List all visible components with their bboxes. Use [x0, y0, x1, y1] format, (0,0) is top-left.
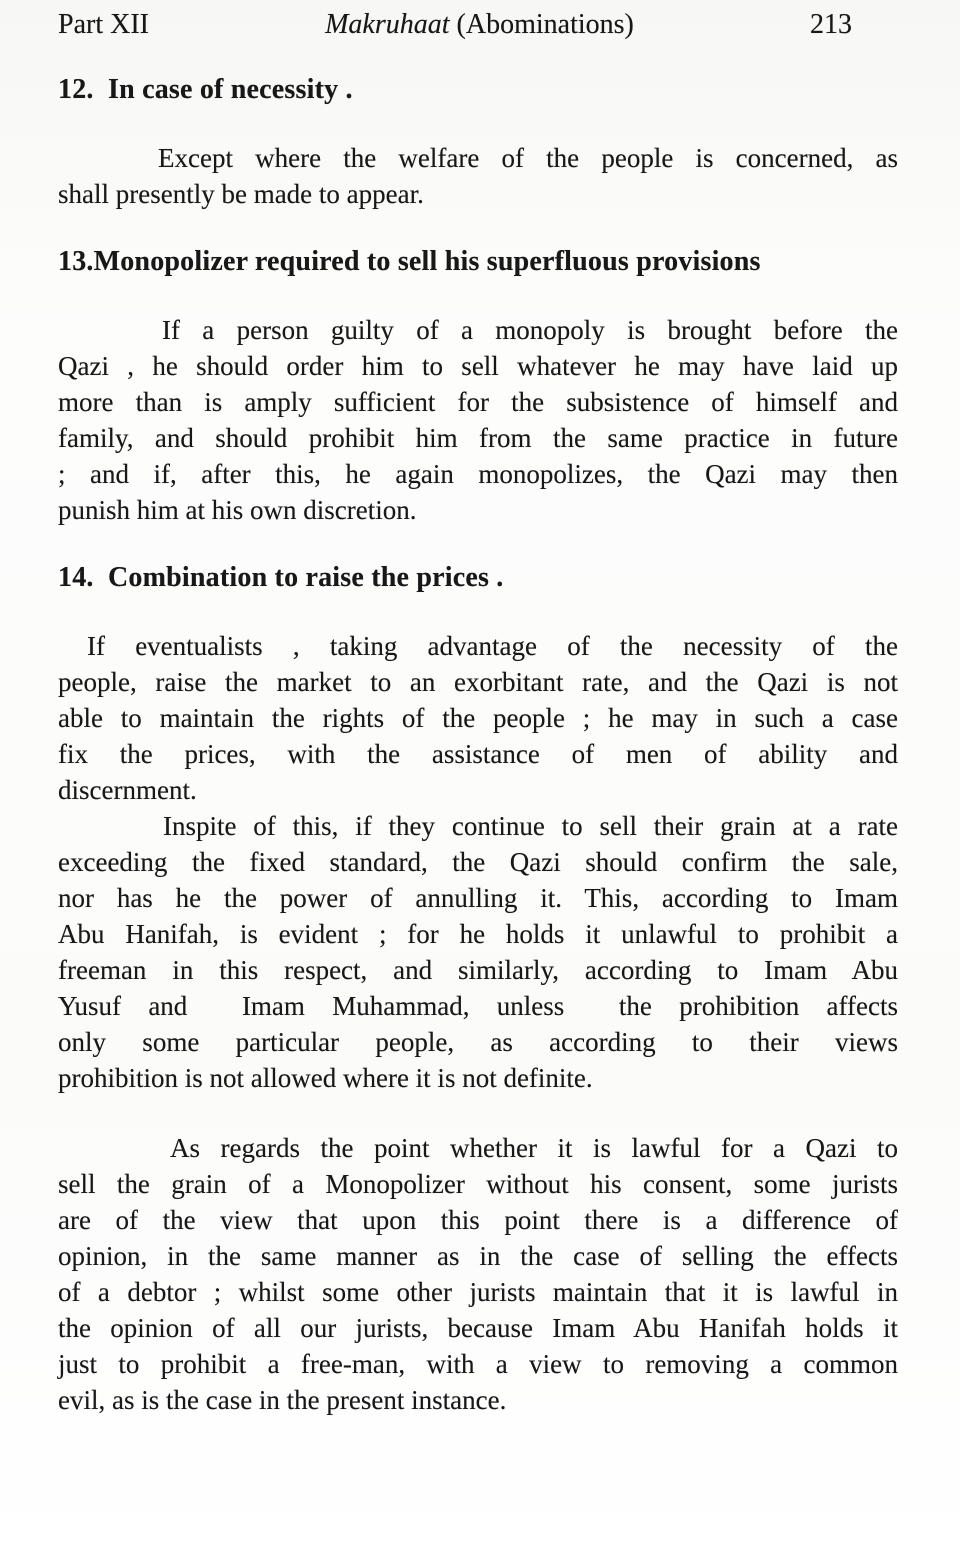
section-heading: 12. In case of necessity . — [58, 74, 353, 105]
header-chapter-title-rest: (Abominations) — [449, 9, 634, 40]
text-line: ; and if, after this, he again monopolizes, the Qazi may then — [58, 459, 898, 489]
text-line: evil, as is the case in the present instance. — [58, 1385, 507, 1415]
text-line: Inspite of this, if they continue to sell their grain at a rate — [163, 811, 898, 841]
text-line: the opinion of all our jurists, because Imam Abu Hanifah holds it — [58, 1313, 898, 1343]
text-line: prohibition is not allowed where it is not definite. — [58, 1063, 593, 1093]
text-line: are of the view that upon this point there is a difference of — [58, 1205, 898, 1235]
text-line: more than is amply sufficient for the subsistence of himself and — [58, 387, 898, 417]
section-heading: 14. Combination to raise the prices . — [58, 562, 504, 593]
text-line: opinion, in the same manner as in the case of selling the effects — [58, 1241, 898, 1271]
text-line: discernment. — [58, 775, 197, 805]
text-line: able to maintain the rights of the people ; he may in such a case — [58, 703, 898, 733]
text-line: freeman in this respect, and similarly, according to Imam Abu — [58, 955, 898, 985]
paragraph — [58, 140, 898, 212]
running-header — [58, 10, 898, 40]
text-line: shall presently be made to appear. — [58, 179, 424, 209]
text-line: nor has he the power of annulling it. This, according to Imam — [58, 883, 898, 913]
text-line: Except where the welfare of the people is concerned, as — [158, 143, 898, 173]
page-number: 213 — [810, 9, 852, 40]
text-line: just to prohibit a free-man, with a view to removing a common — [58, 1349, 898, 1379]
header-chapter-title-italic: Makruhaat — [325, 9, 450, 40]
text-line: people, raise the market to an exorbitant rate, and the Qazi is not — [58, 667, 898, 697]
paragraph — [58, 1130, 898, 1418]
text-line: of a debtor ; whilst some other jurists maintain that it is lawful in — [58, 1277, 898, 1307]
text-line: Qazi , he should order him to sell whatever he may have laid up — [58, 351, 898, 381]
section-heading: 13.Monopolizer required to sell his superfluous provisions — [58, 246, 761, 277]
page-body — [58, 74, 898, 1418]
text-line: only some particular people, as according to their views — [58, 1027, 898, 1057]
text-line: Yusuf and Imam Muhammad, unless the prohibition affects — [58, 991, 898, 1021]
text-line: sell the grain of a Monopolizer without his consent, some jurists — [58, 1169, 898, 1199]
text-line: punish him at his own discretion. — [58, 495, 417, 525]
header-part-label: Part XII — [58, 9, 149, 40]
text-line: As regards the point whether it is lawful for a Qazi to — [170, 1133, 898, 1163]
text-line: Abu Hanifah, is evident ; for he holds it unlawful to prohibit a — [58, 919, 898, 949]
text-line: If a person guilty of a monopoly is brought before the — [162, 315, 898, 345]
text-line: fix the prices, with the assistance of men of ability and — [58, 739, 898, 769]
text-line: If eventualists , taking advantage of the necessity of the — [87, 631, 898, 661]
paragraph — [58, 808, 898, 1096]
paragraph — [58, 628, 898, 808]
paragraph — [58, 312, 898, 528]
header-chapter-title — [149, 10, 810, 40]
text-line: exceeding the fixed standard, the Qazi should confirm the sale, — [58, 847, 898, 877]
text-line: family, and should prohibit him from the same practice in future — [58, 423, 898, 453]
